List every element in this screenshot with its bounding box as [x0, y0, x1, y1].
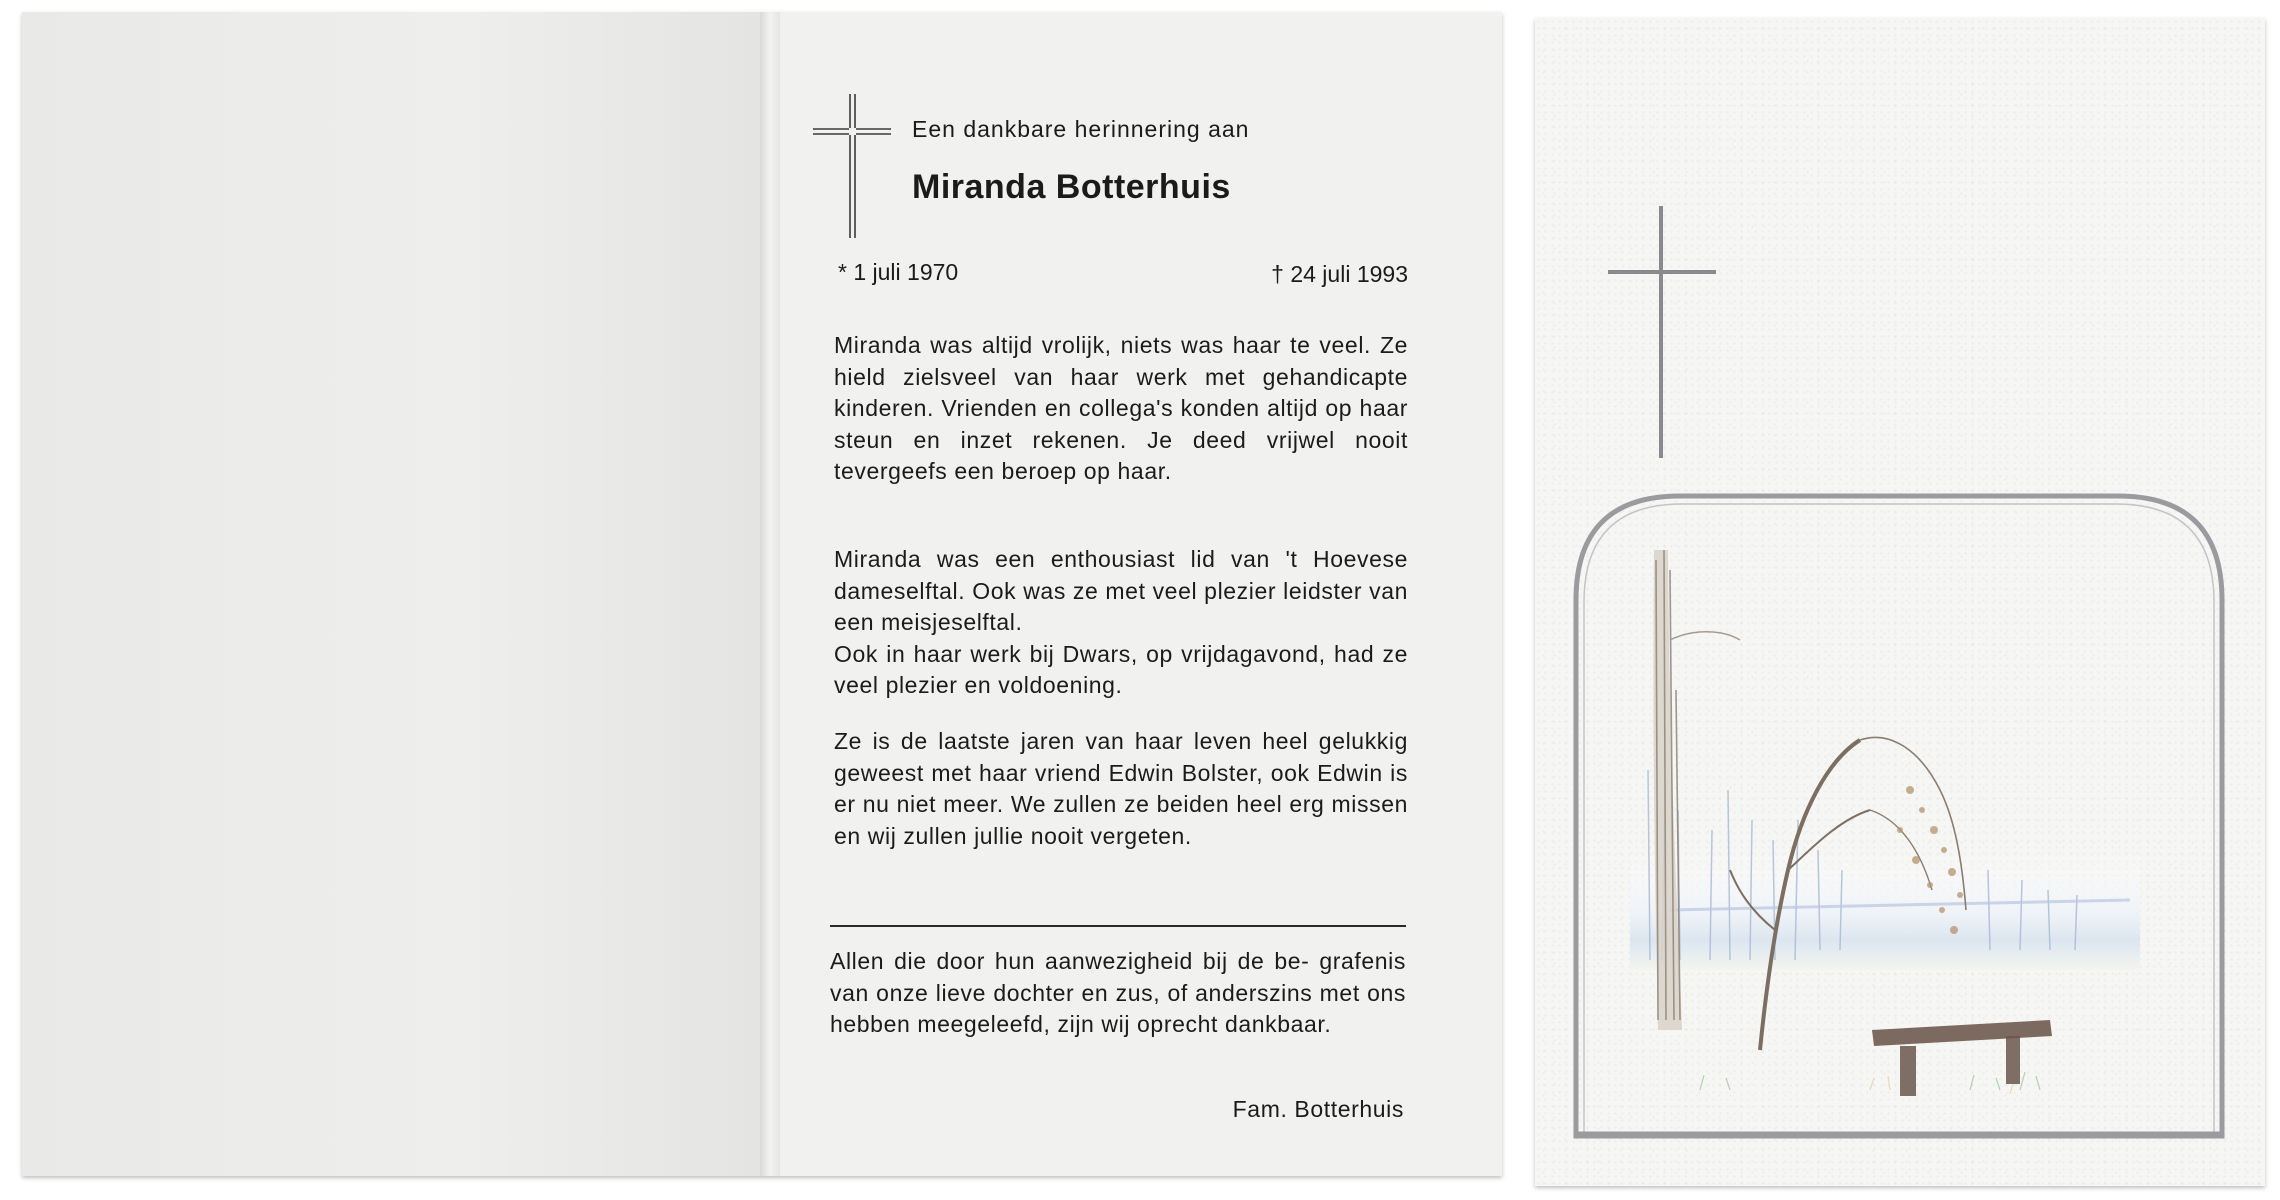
paragraph-3: Ze is de laatste jaren van haar leven heel gelukkig geweest met haar vriend Edwin Bolster, ook Edwin is er nu niet meer. We zullen ze beiden heel erg missen en wij zullen jullie nooit vergeten. — [834, 728, 1408, 849]
winter-tree-bench-illustration — [1630, 550, 2140, 1096]
death-date: † 24 juli 1993 — [1271, 261, 1408, 287]
thanks-paragraph: Allen die door hun aanwezigheid bij de be- grafenis van onze lieve dochter en zus, of anderszins met ons hebben meegeleefd, zijn wij oprecht dankbaar. — [830, 948, 1406, 1037]
paragraph-2b: Ook in haar werk bij Dwars, op vrijdagavond, had ze veel plezier en voldoening. — [834, 640, 1408, 698]
blank-left-panel — [22, 12, 762, 1176]
paragraph-1: Miranda was altijd vrolijk, niets was haar te veel. Ze hield zielsveel van haar werk met gehandicapte kinderen. Vrienden en collega's konden altijd op haar steun en inzet rekenen. Je deed vrijwel nooit tevergeefs een beroep op haar. — [834, 332, 1408, 484]
cross-icon — [811, 92, 893, 242]
cover-cross-icon — [1604, 204, 1720, 462]
illustration-frame — [1570, 490, 2230, 1140]
card-fold — [760, 12, 782, 1176]
paragraph-2 — [834, 544, 1408, 702]
deceased-name: Miranda Botterhuis — [912, 168, 1231, 206]
paragraph-2a: Miranda was een enthousiast lid van 't Hoevese dameselftal. Ook was ze met veel plezier leidster van een meisjeselftal. — [834, 546, 1408, 635]
intro-text: Een dankbare herinnering aan — [912, 116, 1250, 142]
divider-line — [830, 925, 1406, 927]
birth-date: * 1 juli 1970 — [838, 259, 959, 285]
signature: Fam. Botterhuis — [1232, 1096, 1404, 1122]
